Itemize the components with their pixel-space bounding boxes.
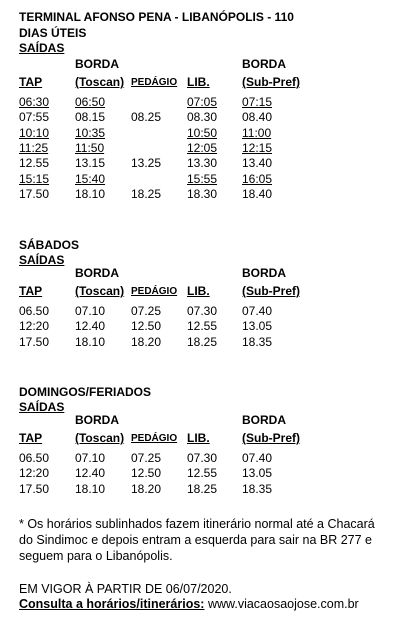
- column-header: PEDÁGIO: [131, 77, 178, 88]
- time-cell: 13.30: [187, 156, 218, 170]
- time-cell: 15:15: [19, 172, 50, 186]
- time-cell: 07.30: [187, 451, 218, 465]
- time-cell: 17.50: [19, 335, 50, 349]
- time-cell: 12.55: [187, 466, 218, 480]
- time-cell: 13.40: [242, 156, 273, 170]
- section-heading: DIAS ÚTEIS: [19, 26, 87, 40]
- time-cell: 18.25: [187, 335, 218, 349]
- column-top-label: BORDA: [242, 57, 286, 71]
- time-cell: 07:55: [19, 110, 50, 124]
- column-top-label: BORDA: [75, 413, 119, 427]
- time-cell: 13.15: [75, 156, 106, 170]
- column-header: (Toscan): [75, 284, 125, 298]
- time-cell: 08.40: [242, 110, 273, 124]
- time-cell: 17.50: [19, 482, 50, 496]
- column-header: (Sub-Pref): [242, 431, 300, 445]
- route-title: TERMINAL AFONSO PENA - LIBANÓPOLIS - 110: [19, 10, 294, 24]
- time-cell: 07.25: [131, 304, 162, 318]
- consult-line: [19, 597, 359, 611]
- section-subheading: SAÍDAS: [19, 41, 65, 55]
- time-cell: 18.10: [75, 187, 106, 201]
- section-heading: SÁBADOS: [19, 238, 80, 252]
- column-header: LIB.: [187, 431, 210, 445]
- time-cell: 15:55: [187, 172, 218, 186]
- column-top-label: BORDA: [75, 266, 119, 280]
- time-cell: 06:30: [19, 95, 50, 109]
- time-cell: 07:15: [242, 95, 273, 109]
- time-cell: 07.40: [242, 304, 273, 318]
- time-cell: 12:15: [242, 141, 273, 155]
- time-cell: 10:10: [19, 126, 50, 140]
- time-cell: 07.25: [131, 451, 162, 465]
- column-header: (Sub-Pref): [242, 284, 300, 298]
- effective-date: EM VIGOR À PARTIR DE 06/07/2020.: [19, 582, 232, 596]
- time-cell: 13.25: [131, 156, 162, 170]
- time-cell: 11:00: [242, 126, 272, 140]
- time-cell: 08.30: [187, 110, 218, 124]
- time-cell: 07.30: [187, 304, 218, 318]
- time-cell: 18.25: [187, 482, 218, 496]
- time-cell: 12:20: [19, 466, 50, 480]
- time-cell: 12.40: [75, 466, 106, 480]
- column-top-label: BORDA: [242, 266, 286, 280]
- time-cell: 15:40: [75, 172, 106, 186]
- column-header: TAP: [19, 431, 43, 445]
- time-cell: 07:05: [187, 95, 218, 109]
- time-cell: 16:05: [242, 172, 273, 186]
- time-cell: 18.10: [75, 335, 106, 349]
- website-link[interactable]: www.viacaosaojose.com.br: [207, 597, 359, 611]
- column-header: PEDÁGIO: [131, 286, 178, 297]
- time-cell: 12.40: [75, 319, 106, 333]
- time-cell: 06.50: [19, 451, 50, 465]
- column-header: (Toscan): [75, 431, 125, 445]
- time-cell: 07.40: [242, 451, 273, 465]
- column-top-label: BORDA: [75, 57, 119, 71]
- time-cell: 10:35: [75, 126, 106, 140]
- time-cell: 18.35: [242, 335, 273, 349]
- consult-label: Consulta a horários/itinerários:: [19, 597, 205, 611]
- time-cell: 11:50: [75, 141, 105, 155]
- column-header: TAP: [19, 75, 43, 89]
- time-cell: 06:50: [75, 95, 106, 109]
- time-cell: 18.10: [75, 482, 106, 496]
- section-heading: DOMINGOS/FERIADOS: [19, 385, 152, 399]
- time-cell: 13.05: [242, 466, 273, 480]
- column-header: (Sub-Pref): [242, 75, 300, 89]
- time-cell: 12.50: [131, 319, 162, 333]
- column-header: PEDÁGIO: [131, 433, 178, 444]
- section-subheading: SAÍDAS: [19, 400, 65, 414]
- time-cell: 12.50: [131, 466, 162, 480]
- footnote: * Os horários sublinhados fazem itinerário normal até a Chacará do Sindimoc e depois entram a esquerda para sair na BR 277 e seguem para o Libanópolis.: [19, 517, 375, 563]
- time-cell: 08.25: [131, 110, 162, 124]
- time-cell: 18.30: [187, 187, 218, 201]
- time-cell: 13.05: [242, 319, 273, 333]
- time-cell: 17.50: [19, 187, 50, 201]
- time-cell: 07.10: [75, 451, 106, 465]
- column-header: LIB.: [187, 75, 210, 89]
- column-header: TAP: [19, 284, 43, 298]
- time-cell: 18.40: [242, 187, 273, 201]
- time-cell: 18.20: [131, 335, 162, 349]
- time-cell: 08.15: [75, 110, 106, 124]
- time-cell: 06.50: [19, 304, 50, 318]
- time-cell: 12:20: [19, 319, 50, 333]
- time-cell: 07.10: [75, 304, 106, 318]
- time-cell: 12.55: [19, 156, 50, 170]
- column-top-label: BORDA: [242, 413, 286, 427]
- column-header: (Toscan): [75, 75, 125, 89]
- time-cell: 18.20: [131, 482, 162, 496]
- section-subheading: SAÍDAS: [19, 253, 65, 267]
- time-cell: 12.55: [187, 319, 218, 333]
- time-cell: 18.25: [131, 187, 162, 201]
- time-cell: 18.35: [242, 482, 273, 496]
- column-header: LIB.: [187, 284, 210, 298]
- time-cell: 11:25: [19, 141, 49, 155]
- time-cell: 12:05: [187, 141, 218, 155]
- time-cell: 10:50: [187, 126, 218, 140]
